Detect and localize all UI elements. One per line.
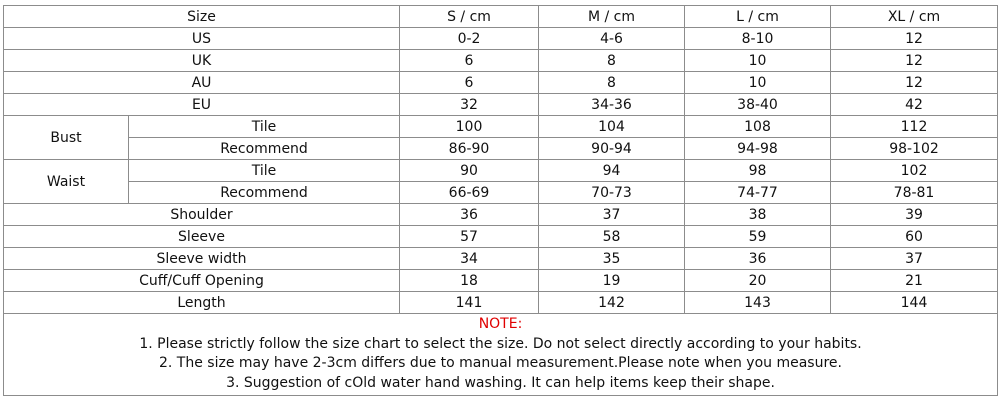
table-cell: 142 (539, 292, 685, 314)
table-cell: 18 (400, 270, 539, 292)
sub-label-recommend: Recommend (129, 138, 400, 160)
table-cell: 6 (400, 50, 539, 72)
size-header: Size (4, 6, 400, 28)
table-cell: 36 (685, 248, 831, 270)
table-cell: 78-81 (831, 182, 998, 204)
row-label-shoulder: Shoulder (4, 204, 400, 226)
notes-cell (4, 314, 998, 396)
table-cell: 8 (539, 50, 685, 72)
sub-label-recommend: Recommend (129, 182, 400, 204)
table-cell: 10 (685, 72, 831, 94)
table-cell: 36 (400, 204, 539, 226)
table-cell: 37 (539, 204, 685, 226)
table-cell: 74-77 (685, 182, 831, 204)
table-cell: 100 (400, 116, 539, 138)
table-cell: 12 (831, 72, 998, 94)
table-cell: 6 (400, 72, 539, 94)
table-cell: 104 (539, 116, 685, 138)
table-row (4, 182, 998, 204)
table-cell: 8-10 (685, 28, 831, 50)
table-cell: 90 (400, 160, 539, 182)
table-row (4, 94, 998, 116)
table-cell: 34 (400, 248, 539, 270)
row-label-sleeve-width: Sleeve width (4, 248, 400, 270)
size-xl-header: XL / cm (831, 6, 998, 28)
table-row (4, 204, 998, 226)
table-cell: 4-6 (539, 28, 685, 50)
row-label-eu: EU (4, 94, 400, 116)
table-cell: 12 (831, 28, 998, 50)
table-row (4, 292, 998, 314)
row-label-length: Length (4, 292, 400, 314)
table-row (4, 270, 998, 292)
table-cell: 98 (685, 160, 831, 182)
row-label-cuff: Cuff/Cuff Opening (4, 270, 400, 292)
sub-label-tile: Tile (129, 116, 400, 138)
table-cell: 66-69 (400, 182, 539, 204)
table-cell: 21 (831, 270, 998, 292)
note-row (4, 314, 998, 396)
row-label-waist: Waist (4, 160, 129, 204)
table-cell: 70-73 (539, 182, 685, 204)
table-cell: 10 (685, 50, 831, 72)
table-row (4, 248, 998, 270)
table-cell: 94-98 (685, 138, 831, 160)
table-row (4, 50, 998, 72)
table-cell: 98-102 (831, 138, 998, 160)
note-title: NOTE: (478, 316, 523, 332)
row-label-sleeve: Sleeve (4, 226, 400, 248)
header-row (4, 6, 998, 28)
table-cell: 35 (539, 248, 685, 270)
table-cell: 58 (539, 226, 685, 248)
table-cell: 0-2 (400, 28, 539, 50)
row-label-us: US (4, 28, 400, 50)
table-cell: 39 (831, 204, 998, 226)
table-cell: 32 (400, 94, 539, 116)
table-cell: 19 (539, 270, 685, 292)
sub-label-tile: Tile (129, 160, 400, 182)
row-label-au: AU (4, 72, 400, 94)
size-s-header: S / cm (400, 6, 539, 28)
table-cell: 37 (831, 248, 998, 270)
table-cell: 60 (831, 226, 998, 248)
row-label-uk: UK (4, 50, 400, 72)
size-chart-table (3, 5, 998, 396)
table-row (4, 72, 998, 94)
table-cell: 108 (685, 116, 831, 138)
table-cell: 38 (685, 204, 831, 226)
table-cell: 59 (685, 226, 831, 248)
note-line-1: 1. Please strictly follow the size chart to select the size. Do not select directly according to your habits. (139, 335, 862, 352)
table-cell: 34-36 (539, 94, 685, 116)
size-l-header: L / cm (685, 6, 831, 28)
table-cell: 143 (685, 292, 831, 314)
row-label-bust: Bust (4, 116, 129, 160)
table-row (4, 226, 998, 248)
table-cell: 102 (831, 160, 998, 182)
table-row (4, 160, 998, 182)
table-row (4, 138, 998, 160)
table-cell: 38-40 (685, 94, 831, 116)
table-cell: 112 (831, 116, 998, 138)
table-cell: 90-94 (539, 138, 685, 160)
table-row (4, 116, 998, 138)
table-cell: 94 (539, 160, 685, 182)
table-cell: 12 (831, 50, 998, 72)
size-m-header: M / cm (539, 6, 685, 28)
table-cell: 86-90 (400, 138, 539, 160)
table-row (4, 28, 998, 50)
table-cell: 57 (400, 226, 539, 248)
table-cell: 144 (831, 292, 998, 314)
table-cell: 42 (831, 94, 998, 116)
table-cell: 8 (539, 72, 685, 94)
table-cell: 141 (400, 292, 539, 314)
note-line-3: 3. Suggestion of cOld water hand washing. It can help items keep their shape. (226, 374, 775, 391)
table-cell: 20 (685, 270, 831, 292)
note-line-2: 2. The size may have 2-3cm differs due to manual measurement.Please note when you measure. (159, 355, 842, 371)
